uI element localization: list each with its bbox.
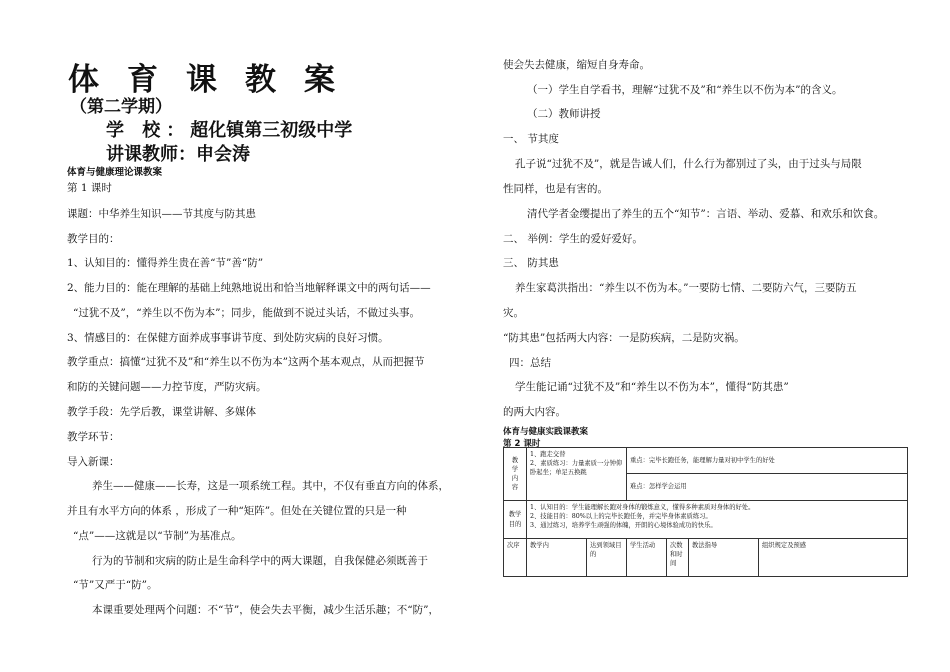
paragraph-2-line-1: 行为的节制和灾病的防止是生命科学中的两大课题，自我保健必须既善于	[92, 555, 428, 567]
key-point-line-1: 教学重点：搞懂“过犹不及”和“养生以不伤为本”这两个基本观点，从而把握节	[67, 356, 425, 368]
content-item-1: 1、跑走交替	[530, 451, 566, 458]
title-char: 案	[304, 62, 335, 98]
title-char: 课	[186, 62, 217, 98]
content-label: 教学内容	[511, 456, 519, 492]
column-header: 教法指导	[689, 539, 759, 577]
section-4-heading: 四：总结	[509, 357, 551, 369]
school-line	[106, 116, 352, 142]
teacher-line	[106, 140, 250, 166]
objective-2-line-2: “过犹不及”，“养生以不伤为本”；同步，能做到不说过头话，不做过头事。	[73, 307, 420, 319]
school-label: 学 校：	[106, 120, 191, 141]
teaching-steps: 教学环节：	[67, 431, 120, 443]
title-char: 育	[127, 62, 158, 98]
paragraph-1-line-3: “点”——这就是以“节制”为基准点。	[73, 530, 242, 542]
section-3-heading: 三、 防其患	[503, 257, 559, 269]
content-label-cell	[504, 448, 527, 501]
objective-item: 2、技能目的：80%以上的完毕长跑任务，并完毕身体素质练习。	[530, 513, 712, 521]
right-line-2: （一）学生自学看书，理解“过犹不及”和“养生以不伤为本”的含义。	[527, 84, 843, 96]
section-3-para-line-2: 灾。	[503, 307, 524, 319]
objectives-cell	[527, 501, 908, 539]
paragraph-1-line-2: 并且有水平方向的体系 ，形成了一种“矩阵”。但处在关键位置的只是一种	[67, 505, 407, 517]
objectives-label-cell	[504, 501, 527, 539]
column-header: 学生活动	[627, 539, 667, 577]
summary-line-2: 的两大内容。	[503, 406, 566, 418]
objective-item: 1、认知目的：学生能理解长跑对身体的锻炼意义，懂得多种素质对身体的好处。	[530, 504, 755, 511]
section-1-para-line-1: 孔子说“过犹不及”，就是告诫人们，什么行为都别过了头，由于过头与局限	[515, 158, 862, 170]
lesson1-topic: 课题：中华养生知识——节其度与防其患	[67, 208, 256, 220]
lesson-plan-table	[503, 447, 908, 577]
teaching-means: 教学手段：先学后教，课堂讲解、多媒体	[67, 406, 256, 418]
teacher-label: 讲课教师：	[106, 144, 196, 165]
column-header: 次序	[504, 539, 527, 577]
objective-2-line-1: 2、能力目的：能在理解的基础上纯熟地说出和恰当地解释课文中的两句话——	[67, 282, 431, 294]
objective-item: 3、通过练习，培养学生顽强的体魄，开朗的心境体验成功的快乐。	[530, 522, 717, 530]
column-header: 教学内	[527, 539, 587, 577]
paragraph-3: 本课重要处理两个问题：不“节”，使会失去平衡，减少生活乐趣；不“防”，	[92, 604, 439, 616]
column-header: 组织规定及预感	[759, 539, 908, 577]
key-point-text: 重点：完毕长跑任务，能理解力量对初中学生的好处	[630, 456, 775, 464]
lesson1-number: 第 1 课时	[67, 182, 112, 194]
key-point-cell	[627, 448, 908, 474]
title-char: 教	[245, 62, 276, 98]
lesson1-category: 体育与健康理论课教案	[67, 167, 163, 178]
key-point-line-2: 和防的关键问题——力控节度，严防灾病。	[67, 381, 267, 393]
section-3-para-2: “防其患”包括两大内容：一是防疾病，二是防灾祸。	[503, 332, 745, 344]
content-items-cell	[527, 448, 627, 501]
section-1-para-line-2: 性同样，也是有害的。	[503, 183, 608, 195]
right-line-1: 使会失去健康，缩短自身寿命。	[503, 59, 650, 71]
content-item-2: 2、素质练习：力量素质一分钟仰卧起坐；单足五换跳	[530, 460, 623, 477]
right-line-3: （二）教师讲授	[527, 108, 601, 120]
section-2-heading: 二、 举例：学生的爱好爱好。	[503, 233, 643, 245]
intro-label: 导入新课：	[67, 456, 120, 468]
teacher-name: 申会涛	[196, 144, 250, 165]
difficulty-text: 难点：怎样学会运用	[630, 483, 687, 491]
objective-3: 3、情感目的：在保健方面养成事事讲节度、到处防灾病的良好习惯。	[67, 332, 389, 344]
section-1-heading: 一、 节其度	[503, 133, 559, 145]
summary-line-1: 学生能记诵“过犹不及”和“养生以不伤为本”，懂得“防其患”	[515, 381, 789, 393]
objectives-label: 教学目的：	[67, 233, 120, 245]
section-1-para-2: 清代学者金缨提出了养生的五个“知节”：言语、举动、爱慕、和欢乐和饮食。	[527, 208, 885, 220]
title-char: 体	[68, 62, 99, 98]
paragraph-1-line-1: 养生——健康——长寿，这是一项系统工程。其中，不仅有垂直方向的体系，	[92, 480, 449, 492]
column-header: 达到领域目的	[587, 539, 627, 577]
objective-1: 1、认知目的：懂得养生贵在善“节”善“防”	[67, 257, 264, 269]
paragraph-2-line-2: “节”又严于“防”。	[73, 579, 158, 591]
difficulty-cell	[627, 474, 908, 501]
school-name: 超化镇第三初级中学	[190, 120, 353, 141]
lesson2-category: 体育与健康实践课教案	[503, 427, 589, 437]
column-header: 次数和时间	[667, 539, 689, 577]
section-3-para-line-1: 养生家葛洪指出：“养生以不伤为本。”一要防七情、二要防六气，三要防五	[515, 282, 857, 294]
lesson2-number: 第 2 课时	[503, 439, 541, 449]
semester-label: （第二学期）	[70, 97, 172, 117]
objectives-label: 教学目的	[508, 511, 522, 528]
